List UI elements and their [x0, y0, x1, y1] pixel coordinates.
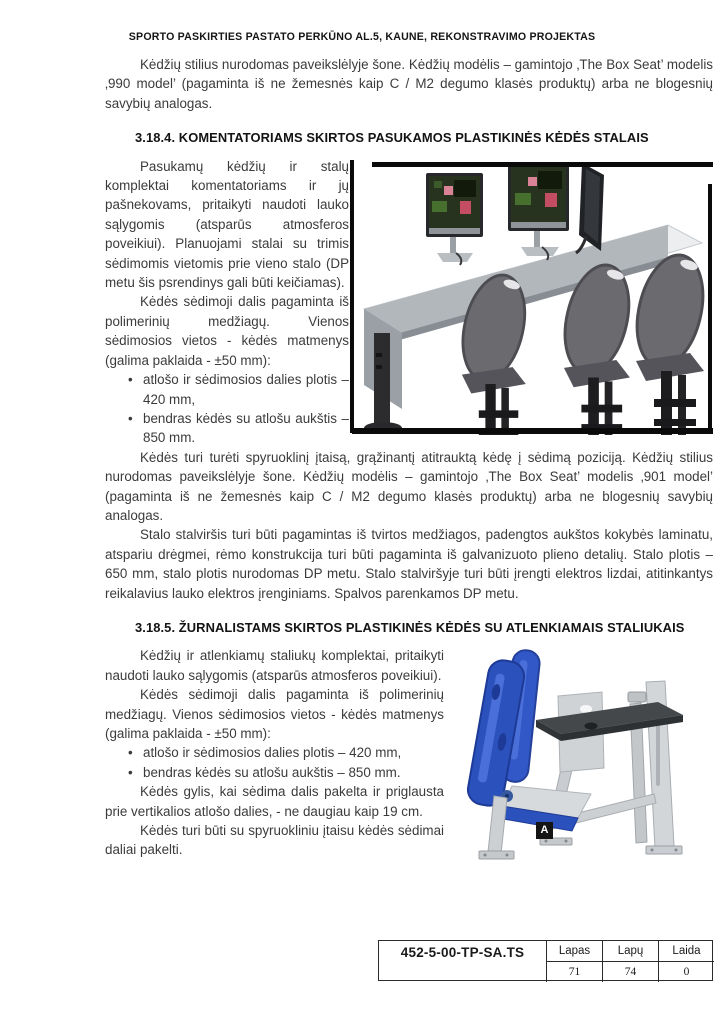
footer-value-lapu: 74 — [602, 962, 658, 982]
seat-variant-badge: A — [536, 822, 553, 839]
spec-list — [105, 370, 713, 448]
intro-paragraph: Kėdžių stilius nurodomas paveikslėlyje šone. Kėdžių modėlis – gamintojo ‚The Box Seat’ modelis ‚990 model’ (pagaminta iš ne žemesnės kaip C / M2 degumo klasės produktų) arba ne blogesnių savybių analogas. — [105, 57, 713, 111]
photo-frame-top-line — [372, 162, 713, 167]
footer-label-lapu: Lapų — [602, 941, 658, 962]
list-item — [105, 370, 713, 409]
list-item-text: bendras kėdės su atlošu aukštis – 850 mm. — [143, 410, 349, 446]
paragraph: Kėdžių ir atlenkiamų staliukų komplektai, pritaikyti naudoti lauko sąlygomis (atsparūs atmosferos poveikiui). — [105, 648, 444, 683]
section-3-18-5 — [105, 646, 713, 878]
list-item — [105, 409, 713, 448]
paragraph: Kėdės turi turėti spyruoklinį įtaisą, grąžinantį atitrauktą kėdę į sėdimą poziciją. Kėdžių stilius nurodomas paveikslėlyje šone. Kėdžių modėlis – gamintojo ‚The Box Seat’ modelis ‚901 model’ (pagaminta iš ne žemesnės kaip C / M2 degumo klasės produktų) arba ne blogesnių savybių analogas. — [105, 449, 713, 523]
paragraph: Kėdės sėdimoji dalis pagaminta iš polimerinių medžiagų. Vienos sėdimosios vietos - kėdės matmenys (galima paklaida - ±50 mm): — [105, 294, 349, 368]
paragraph: Kėdės sėdimoji dalis pagaminta iš polimerinių medžiagų. Vienos sėdimosios vietos - kėdės matmenys (galima paklaida - ±50 mm): — [105, 687, 444, 741]
monitor-icon — [426, 173, 483, 265]
paragraph: Pasukamų kėdžių ir stalų komplektai komentatoriams ir jų pašnekovams, pritaikyti naudoti lauko sąlygomis (atsparūs atmosferos poveikiui). Planuojami stalai su trimis sėdimomis vietomis prie vieno stalo (DP metu šis psrendinys gali būti keičiamas). — [105, 158, 349, 291]
document-number: 452-5-00-TP-SA.TS — [400, 945, 525, 960]
section-heading-3-18-4: 3.18.4. KOMENTATORIAMS SKIRTOS PASUKAMOS PLASTIKINĖS KĖDĖS STALAIS — [135, 130, 649, 146]
monitor-icon — [508, 163, 569, 260]
side-screen-icon — [576, 163, 604, 253]
footer-label-laida: Laida — [658, 941, 714, 962]
spec-list — [105, 743, 713, 782]
footer-value-lapas: 71 — [546, 962, 602, 982]
footer-label-lapas: Lapas — [546, 941, 602, 962]
paragraph: Kėdės turi būti su spyruokliniu įtaisu kėdės sėdimai daliai pakelti. — [105, 823, 444, 858]
list-item — [105, 763, 713, 782]
section-heading-3-18-5: 3.18.5. ŽURNALISTAMS SKIRTOS PLASTIKINĖS KĖDĖS SU ATLENKIAMAIS STALIUKAIS — [135, 619, 685, 635]
list-item-text: bendras kėdės su atlošu aukštis – 850 mm. — [143, 764, 401, 780]
section-3-18-4 — [105, 157, 713, 603]
page-content — [105, 55, 713, 878]
paragraph: Stalo stalviršis turi būti pagamintas iš tvirtos medžiagos, padengtos aukštos kokybės laminatu, atspariu drėgmei, rėmo konstrukcija turi būti pagaminta iš galvanizuoto plieno detalių. Stalo plotis – 650 mm, stalo plotis nurodomas DP metu. Stalo stalviršyje turi būti įrengti elektros lizdai, atitinkantys reikalavius lauko elektros įrenginiams. Spalvos parenkamos DP metu. — [105, 527, 713, 601]
footer-value-laida: 0 — [658, 962, 714, 982]
list-item-text: atlošo ir sėdimosios dalies plotis – 420 mm, — [143, 372, 349, 407]
footer-title-block — [378, 940, 713, 981]
page-header-title: SPORTO PASKIRTIES PASTATO PERKŪNO AL.5, KAUNE, REKONSTRAVIMO PROJEKTAS — [128, 31, 596, 43]
list-item-text: atlošo ir sėdimosios dalies plotis – 420 mm, — [143, 745, 402, 761]
list-item — [105, 743, 713, 762]
paragraph: Kėdės gylis, kai sėdima dalis pakelta ir priglausta prie vertikalios atlošo dalies, - ne daugiau kaip 19 cm. — [105, 784, 444, 819]
